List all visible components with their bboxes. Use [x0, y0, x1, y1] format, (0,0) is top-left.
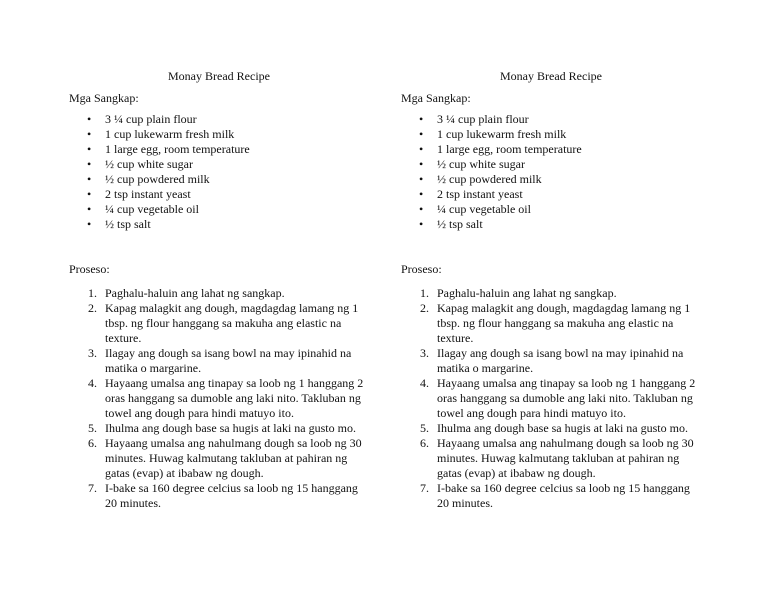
step-item [69, 481, 369, 511]
ingredient-item: • ½ cup white sugar [401, 157, 701, 172]
steps-list [69, 286, 369, 511]
step-number: 5. [88, 421, 97, 435]
ingredients-list [401, 112, 701, 232]
step-item [401, 421, 701, 436]
step-item [401, 436, 701, 481]
ingredient-item: • 2 tsp instant yeast [401, 187, 701, 202]
ingredient-item: • ½ tsp salt [401, 217, 701, 232]
ingredient-item: • 3 ¼ cup plain flour [401, 112, 701, 127]
ingredient-item: • ¼ cup vegetable oil [69, 202, 369, 217]
step-number: 6. [420, 436, 429, 450]
step-text: Hayaang umalsa ang nahulmang dough sa loob ng 30 minutes. Huwag kalmutang takluban at pahiran ng gatas (evap) at ibabaw ng dough. [437, 436, 694, 480]
step-number: 7. [88, 481, 97, 495]
step-item [401, 301, 701, 346]
recipe-title: Monay Bread Recipe [500, 69, 602, 83]
step-number: 1. [420, 286, 429, 300]
ingredients-label: Mga Sangkap: [69, 91, 139, 105]
process-label: Proseso: [69, 262, 110, 276]
step-number: 6. [88, 436, 97, 450]
step-item [69, 376, 369, 421]
step-text: Ilagay ang dough sa isang bowl na may ipinahid na matika o margarine. [437, 346, 684, 375]
ingredient-item: • ½ tsp salt [69, 217, 369, 232]
ingredient-item: • 3 ¼ cup plain flour [69, 112, 369, 127]
step-text: Ihulma ang dough base sa hugis at laki na gusto mo. [437, 421, 688, 435]
ingredient-item: • 1 cup lukewarm fresh milk [401, 127, 701, 142]
step-item [69, 436, 369, 481]
recipe-column-left [69, 68, 369, 511]
step-text: Hayaang umalsa ang tinapay sa loob ng 1 hanggang 2 oras hanggang sa dumoble ang laki nito. Takluban ng towel ang dough para hindi matuyo ito. [437, 376, 696, 420]
step-text: Kapag malagkit ang dough, magdagdag lamang ng 1 tbsp. ng flour hanggang sa makuha ang elastic na texture. [105, 301, 359, 345]
step-text: Kapag malagkit ang dough, magdagdag lamang ng 1 tbsp. ng flour hanggang sa makuha ang elastic na texture. [437, 301, 691, 345]
ingredient-item: • ½ cup powdered milk [401, 172, 701, 187]
step-text: Ihulma ang dough base sa hugis at laki na gusto mo. [105, 421, 356, 435]
ingredient-item: • 1 large egg, room temperature [401, 142, 701, 157]
step-number: 7. [420, 481, 429, 495]
step-item [69, 421, 369, 436]
step-item [69, 301, 369, 346]
ingredient-item: • 1 large egg, room temperature [69, 142, 369, 157]
step-text: Paghalu-haluin ang lahat ng sangkap. [105, 286, 285, 300]
step-item [401, 376, 701, 421]
ingredients-list [69, 112, 369, 232]
ingredient-item: • 1 cup lukewarm fresh milk [69, 127, 369, 142]
step-text: I-bake sa 160 degree celcius sa loob ng 15 hanggang 20 minutes. [105, 481, 358, 510]
step-item [401, 481, 701, 511]
step-number: 4. [420, 376, 429, 390]
ingredient-item: • ¼ cup vegetable oil [401, 202, 701, 217]
step-text: Hayaang umalsa ang tinapay sa loob ng 1 hanggang 2 oras hanggang sa dumoble ang laki nito. Takluban ng towel ang dough para hindi matuyo ito. [105, 376, 364, 420]
step-number: 2. [420, 301, 429, 315]
steps-list [401, 286, 701, 511]
recipe-column-right [401, 68, 701, 511]
step-number: 3. [88, 346, 97, 360]
step-number: 5. [420, 421, 429, 435]
step-number: 1. [88, 286, 97, 300]
step-text: Hayaang umalsa ang nahulmang dough sa loob ng 30 minutes. Huwag kalmutang takluban at pahiran ng gatas (evap) at ibabaw ng dough. [105, 436, 362, 480]
ingredients-label: Mga Sangkap: [401, 91, 471, 105]
ingredient-item: • ½ cup white sugar [69, 157, 369, 172]
step-item [69, 346, 369, 376]
step-number: 2. [88, 301, 97, 315]
step-text: Paghalu-haluin ang lahat ng sangkap. [437, 286, 617, 300]
process-label: Proseso: [401, 262, 442, 276]
step-number: 4. [88, 376, 97, 390]
step-item [69, 286, 369, 301]
ingredient-item: • ½ cup powdered milk [69, 172, 369, 187]
step-text: I-bake sa 160 degree celcius sa loob ng 15 hanggang 20 minutes. [437, 481, 690, 510]
step-item [401, 286, 701, 301]
ingredient-item: • 2 tsp instant yeast [69, 187, 369, 202]
step-number: 3. [420, 346, 429, 360]
step-item [401, 346, 701, 376]
step-text: Ilagay ang dough sa isang bowl na may ipinahid na matika o margarine. [105, 346, 352, 375]
recipe-title: Monay Bread Recipe [168, 69, 270, 83]
